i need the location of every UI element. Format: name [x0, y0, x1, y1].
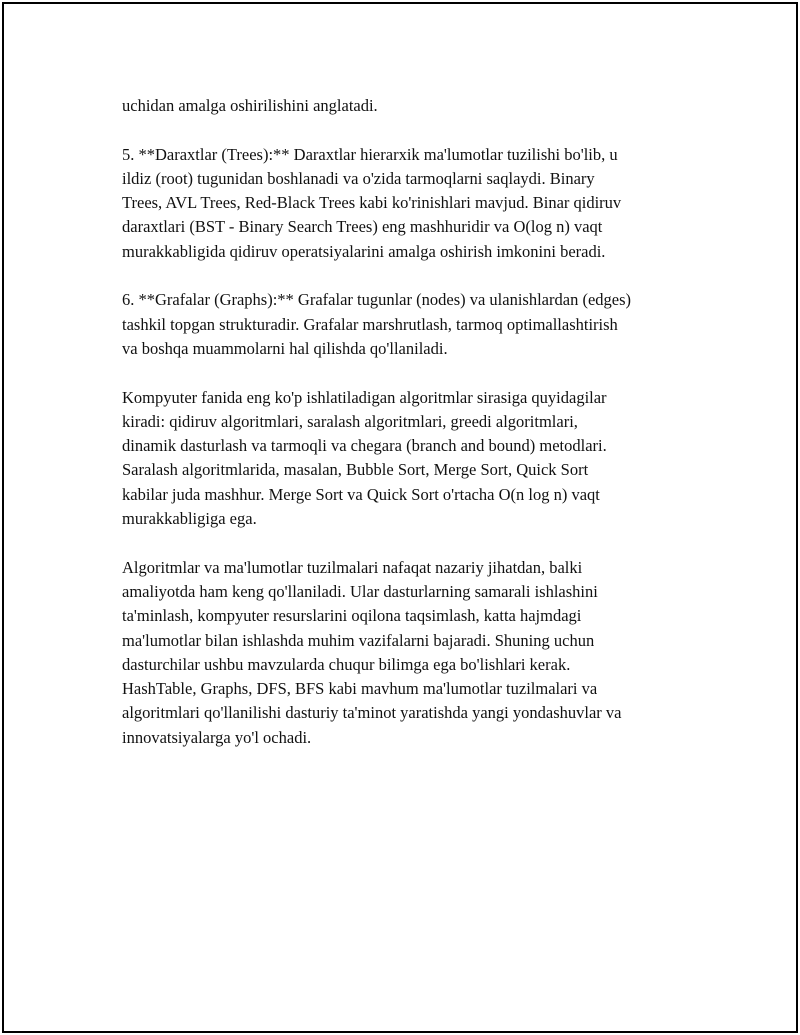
text-line: murakkabligiga ega. — [122, 509, 257, 529]
paragraph-trees — [122, 143, 702, 264]
text-line: ildiz (root) tugunidan boshlanadi va o'zida tarmoqlarni saqlaydi. Binary — [122, 168, 595, 188]
text-line: dasturchilar ushbu mavzularda chuqur bilimga ega bo'lishlari kerak. — [122, 654, 571, 674]
text-line: daraxtlari (BST - Binary Search Trees) eng mashhuridir va O(log n) vaqt — [122, 217, 603, 237]
text-line: ta'minlash, kompyuter resurslarini oqilona taqsimlash, katta hajmdagi — [122, 606, 582, 626]
paragraph-continuation — [122, 94, 702, 118]
text-line: kabilar juda mashhur. Merge Sort va Quick Sort o'rtacha O(n log n) vaqt — [122, 484, 600, 504]
text-line: 6. **Grafalar (Graphs):** Grafalar tugunlar (nodes) va ulanishlardan (edges) — [122, 290, 632, 310]
text-line: amaliyotda ham keng qo'llaniladi. Ular dasturlarning samarali ishlashini — [122, 581, 598, 601]
text-line: uchidan amalga oshirilishini anglatadi. — [122, 96, 378, 115]
paragraph-algorithms — [122, 386, 702, 532]
document-body — [122, 94, 702, 774]
text-line: HashTable, Graphs, DFS, BFS kabi mavhum ma'lumotlar tuzilmalari va — [122, 679, 598, 699]
text-line: Trees, AVL Trees, Red-Black Trees kabi ko'rinishlari mavjud. Binar qidiruv — [122, 193, 622, 213]
text-line: kiradi: qidiruv algoritmlari, saralash algoritmlari, greedi algoritmlari, — [122, 411, 578, 431]
text-line: tashkil topgan strukturadir. Grafalar marshrutlash, tarmoq optimallashtirish — [122, 314, 618, 334]
paragraph-graphs — [122, 288, 702, 361]
text-line: dinamik dasturlash va tarmoqli va chegara (branch and bound) metodlari. — [122, 436, 607, 456]
text-line: algoritmlari qo'llanilishi dasturiy ta'minot yaratishda yangi yondashuvlar va — [122, 703, 622, 723]
paragraph-applications — [122, 556, 702, 750]
document-page — [2, 2, 798, 1033]
text-line: Algoritmlar va ma'lumotlar tuzilmalari nafaqat nazariy jihatdan, balki — [122, 557, 583, 577]
text-line: ma'lumotlar bilan ishlashda muhim vazifalarni bajaradi. Shuning uchun — [122, 630, 595, 650]
text-line: va boshqa muammolarni hal qilishda qo'llaniladi. — [122, 338, 448, 358]
text-line: murakkabligida qidiruv operatsiyalarini amalga oshirish imkonini beradi. — [122, 241, 606, 261]
text-line: Kompyuter fanida eng ko'p ishlatiladigan algoritmlar sirasiga quyidagilar — [122, 387, 607, 407]
text-line: Saralash algoritmlarida, masalan, Bubble Sort, Merge Sort, Quick Sort — [122, 460, 589, 480]
text-line: 5. **Daraxtlar (Trees):** Daraxtlar hierarxik ma'lumotlar tuzilishi bo'lib, u — [122, 144, 618, 164]
text-line: innovatsiyalarga yo'l ochadi. — [122, 727, 312, 747]
